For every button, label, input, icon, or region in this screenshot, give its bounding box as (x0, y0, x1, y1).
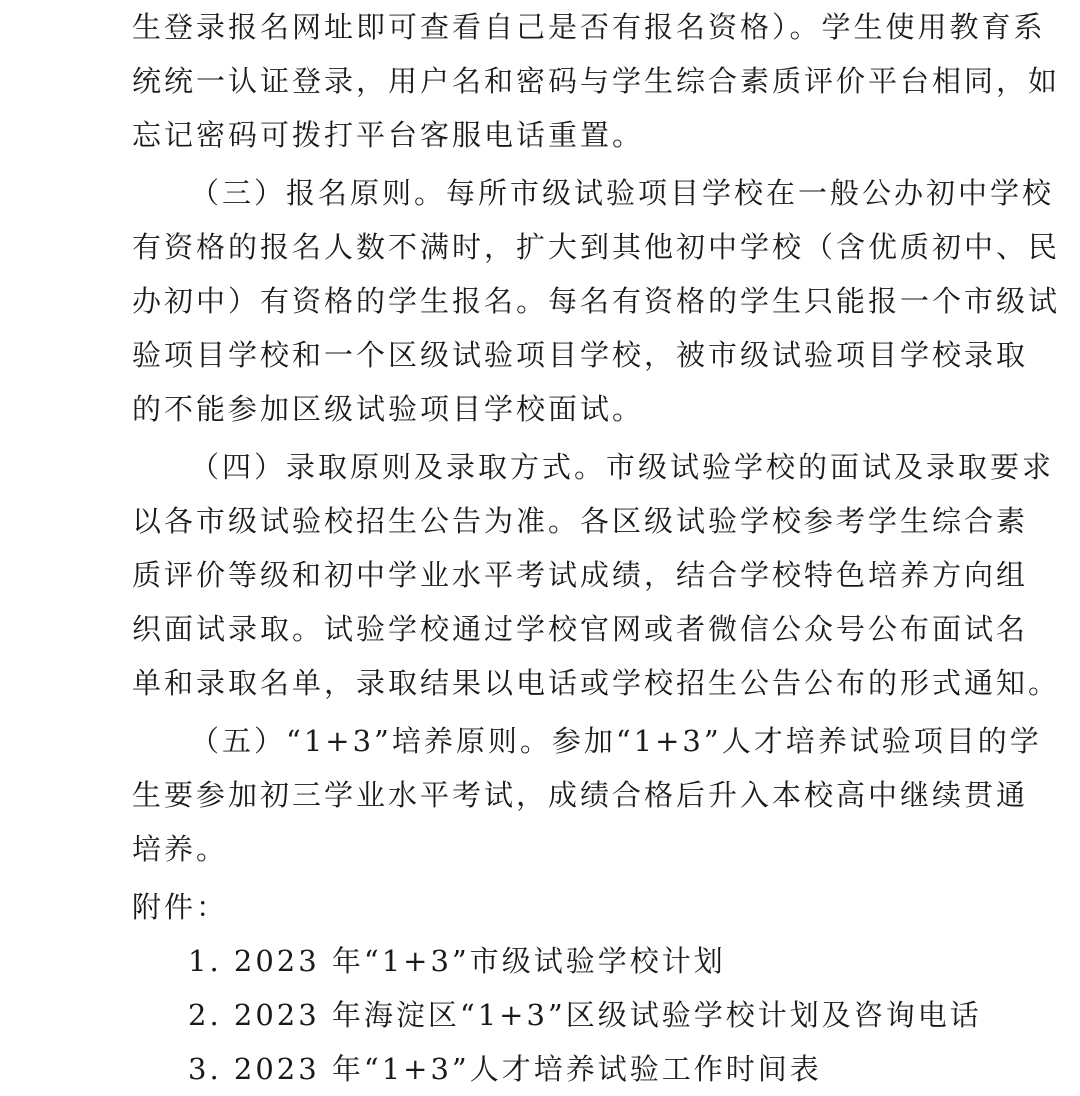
text-line: 单和录取名单，录取结果以电话或学校招生公告公布的形式通知。 (132, 666, 1061, 700)
attachments-list (132, 934, 982, 1096)
text-line: （五）“1+3”培养原则。参加“1+3”人才培养试验项目的学 (190, 724, 1042, 758)
text-line: （三）报名原则。每所市级试验项目学校在一般公办初中学校 (190, 176, 1055, 210)
attachment-item: 1. 2023 年“1+3”市级试验学校计划 (188, 944, 726, 978)
text-line: 质评价等级和初中学业水平考试成绩，结合学校特色培养方向组 (132, 558, 1029, 592)
text-line: 以各市级试验校招生公告为准。各区级试验学校参考学生综合素 (132, 504, 1029, 538)
text-line: 有资格的报名人数不满时，扩大到其他初中学校（含优质初中、民 (132, 230, 1061, 264)
text-line: （四）录取原则及录取方式。市级试验学校的面试及录取要求 (190, 450, 1055, 484)
attachment-item: 2. 2023 年海淀区“1+3”区级试验学校计划及咨询电话 (188, 998, 982, 1032)
attachments-label: 附件： (132, 890, 229, 924)
attachment-item: 3. 2023 年“1+3”人才培养试验工作时间表 (188, 1052, 822, 1086)
text-line: 培养。 (132, 832, 229, 866)
paragraph-registration-principle (132, 166, 1061, 436)
paragraph-registration-continued (132, 0, 1061, 162)
paragraph-admission-principle (132, 440, 1061, 710)
text-line: 生登录报名网址即可查看自己是否有报名资格）。学生使用教育系 (132, 10, 1046, 44)
paragraph-training-principle (132, 714, 1042, 876)
text-line: 织面试录取。试验学校通过学校官网或者微信公众号公布面试名 (132, 612, 1029, 646)
text-line: 的不能参加区级试验项目学校面试。 (132, 392, 645, 426)
document-page (132, 0, 1061, 1096)
text-line: 统统一认证登录，用户名和密码与学生综合素质评价平台相同，如 (132, 64, 1061, 98)
text-line: 生要参加初三学业水平考试，成绩合格后升入本校高中继续贯通 (132, 778, 1029, 812)
text-line: 验项目学校和一个区级试验项目学校，被市级试验项目学校录取 (132, 338, 1029, 372)
text-line: 办初中）有资格的学生报名。每名有资格的学生只能报一个市级试 (132, 284, 1061, 318)
text-line: 忘记密码可拨打平台客服电话重置。 (132, 118, 645, 152)
